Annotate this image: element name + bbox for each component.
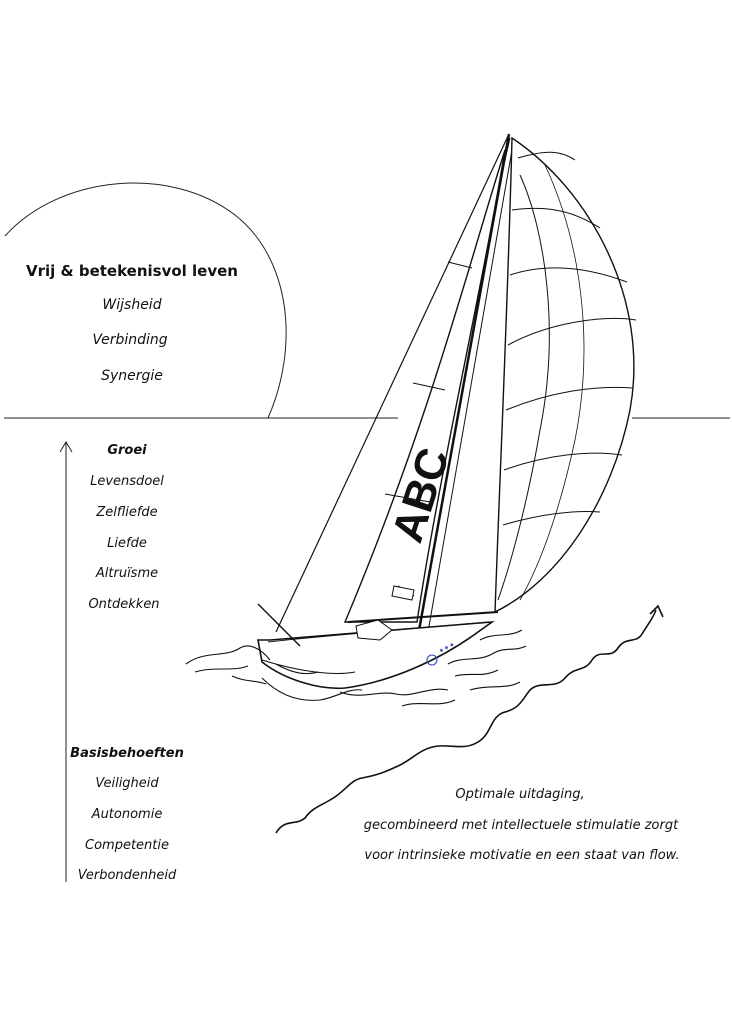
basic-title: Basisbehoeften <box>70 746 184 761</box>
growth-item-liefde: Liefde <box>107 536 147 551</box>
basic-item-competentie: Competentie <box>85 838 169 853</box>
growth-item-levensdoel: Levensdoel <box>90 474 164 489</box>
growth-title: Groei <box>107 443 147 458</box>
flow-line-3: voor intrinsieke motivatie en een staat van flow. <box>364 848 680 863</box>
top-title: Vrij & betekenisvol leven <box>26 262 238 280</box>
mast <box>418 134 509 636</box>
top-item-synergie: Synergie <box>101 368 163 384</box>
growth-item-altruisme: Altruïsme <box>95 566 159 581</box>
growth-item-ontdekken: Ontdekken <box>88 597 160 612</box>
growth-item-zelfliefde: Zelfliefde <box>96 505 158 520</box>
basic-item-autonomie: Autonomie <box>91 807 163 822</box>
hull-sponsor-mark: ✦✦✦ <box>437 641 457 656</box>
flow-arrow-head <box>650 606 663 617</box>
flow-line-2: gecombineerd met intellectuele stimulatie zorgt <box>363 818 679 833</box>
basic-item-verbondenheid: Verbondenheid <box>77 868 177 883</box>
sail-text: ABC <box>382 442 459 549</box>
basic-item-veiligheid: Veiligheid <box>95 776 159 791</box>
top-item-verbinding: Verbinding <box>92 332 168 348</box>
flow-line-1: Optimale uitdaging, <box>455 787 585 802</box>
top-item-wijsheid: Wijsheid <box>102 297 162 313</box>
